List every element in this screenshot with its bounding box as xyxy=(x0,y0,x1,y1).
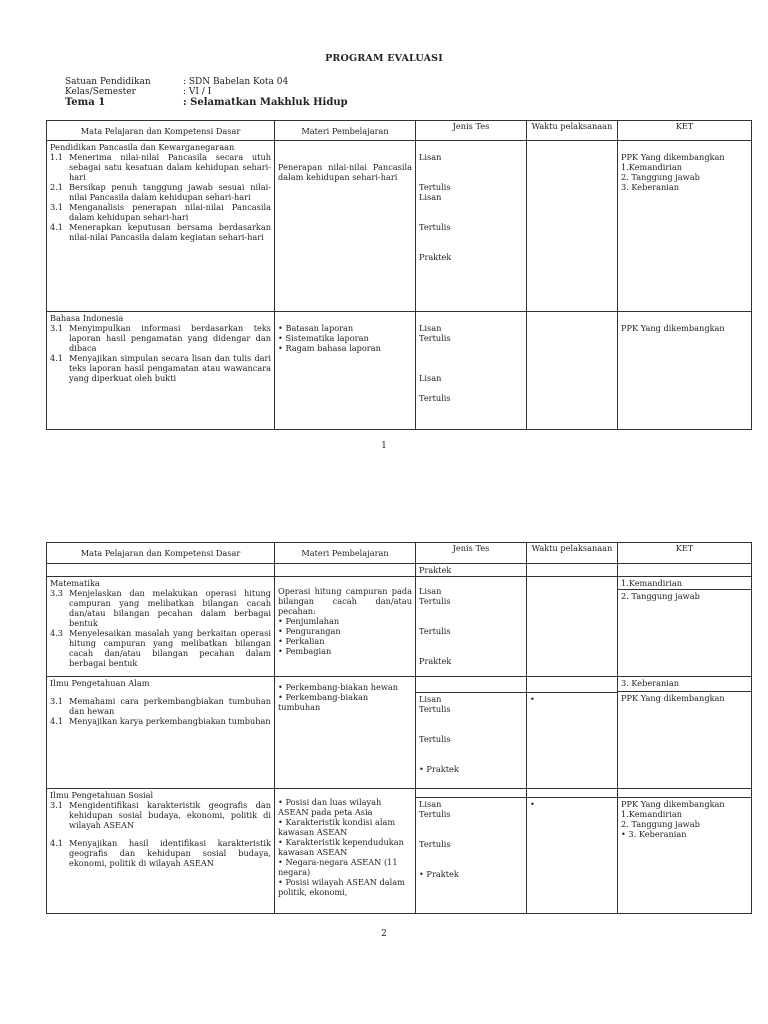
meta-value: : SDN Babelan Kota 04 xyxy=(183,77,289,87)
kd-item xyxy=(50,696,271,716)
kd-item xyxy=(50,152,271,182)
kd-number: 4.3 xyxy=(50,628,64,638)
cell-jenis-tes xyxy=(416,789,527,914)
kd-number: 3.3 xyxy=(50,588,64,598)
header-ket: KET xyxy=(618,121,752,141)
kd-number: 1.1 xyxy=(50,152,64,162)
kd-number: 3.1 xyxy=(50,800,64,810)
kd-text: Menerima nilai-nilai Pancasila secara utuh sebagai satu kesatuan dalam kehidupan sehari-hari xyxy=(69,152,271,182)
kd-number: 3.1 xyxy=(50,202,64,212)
cell-empty xyxy=(527,564,618,577)
ket-line: PPK Yang dikembangkan xyxy=(621,693,725,703)
kd-number: 4.1 xyxy=(50,353,64,363)
kd-item xyxy=(50,800,271,830)
kd-text: Menyajikan karya perkembangbiakan tumbuhan xyxy=(69,716,271,726)
test-type: Lisan xyxy=(419,152,442,162)
test-type: Tertulis xyxy=(419,596,451,606)
kd-text: Menjelaskan dan melakukan operasi hitung campuran yang melibatkan bilangan cacah dan/atau bilangan pecahan dalam berbagai bentuk xyxy=(69,588,271,628)
ket-line: 3. Keberanian xyxy=(621,182,680,192)
kd-item xyxy=(50,353,271,383)
materi-intro: Operasi hitung campuran pada bilangan cacah dan/atau pecahan: xyxy=(278,586,412,616)
table-row-spacer xyxy=(47,564,752,577)
meta-key: Tema 1 xyxy=(65,97,106,108)
cell-jenis-tes xyxy=(416,577,527,677)
cell-mapel xyxy=(47,141,275,312)
materi-item: • Pengurangan xyxy=(278,626,412,636)
cell-mapel xyxy=(47,677,275,789)
cell-materi xyxy=(275,141,416,312)
kd-text: Bersikap penuh tanggung jawab sesuai nilai-nilai Pancasila dalam kehidupan sehari-hari xyxy=(69,182,271,202)
kd-item xyxy=(50,628,271,668)
header-materi: Materi Pembelajaran xyxy=(275,121,416,141)
cell-jenis-tes xyxy=(416,312,527,430)
cell-waktu xyxy=(527,312,618,430)
table-row-matematika xyxy=(47,577,752,677)
meta-key: Satuan Pendidikan xyxy=(65,77,151,87)
cell-waktu xyxy=(527,677,618,789)
cell-ket xyxy=(618,141,752,312)
page-number: 1 xyxy=(381,441,387,451)
materi-item: • Perkembang-biakan tumbuhan xyxy=(278,692,412,712)
table-header-row xyxy=(47,543,752,564)
cell-mapel xyxy=(47,577,275,677)
materi-item: • Batasan laporan xyxy=(278,323,412,333)
ket-line: 2. Tanggung jawab xyxy=(621,172,700,182)
evaluation-table-1 xyxy=(46,120,752,430)
kd-item xyxy=(50,323,271,353)
test-type: Tertulis xyxy=(419,704,451,714)
test-type: Tertulis xyxy=(419,809,451,819)
kd-number: 3.1 xyxy=(50,696,64,706)
ket-line: • 3. Keberanian xyxy=(621,829,687,839)
materi-item: • Perkembang-biakan hewan xyxy=(278,682,412,692)
materi-item: • Negara-negara ASEAN (11 negara) xyxy=(278,857,412,877)
header-jenis-tes: Jenis Tes xyxy=(416,121,527,141)
page-number: 2 xyxy=(381,929,387,939)
kd-item xyxy=(50,202,271,222)
cell-jenis-tes: Praktek xyxy=(416,564,527,577)
kd-number: 4.1 xyxy=(50,838,64,848)
header-mapel: Mata Pelajaran dan Kompetensi Dasar xyxy=(47,121,275,141)
cell-empty xyxy=(618,564,752,577)
kd-text: Menerapkan keputusan bersama berdasarkan nilai-nilai Pancasila dalam kegiatan sehari-hari xyxy=(69,222,271,242)
test-type: • Praktek xyxy=(419,764,459,774)
kd-number: 3.1 xyxy=(50,323,64,333)
test-type: • Praktek xyxy=(419,869,459,879)
table-row-ipa xyxy=(47,677,752,789)
kd-item xyxy=(50,588,271,628)
test-type: Praktek xyxy=(419,252,452,262)
meta-value: : Selamatkan Makhluk Hidup xyxy=(183,97,348,108)
document-title: PROGRAM EVALUASI xyxy=(325,53,443,64)
materi-item: • Sistematika laporan xyxy=(278,333,412,343)
subject-name: Ilmu Pengetahuan Sosial xyxy=(50,790,154,800)
cell-ket xyxy=(618,677,752,789)
kd-item xyxy=(50,838,271,868)
test-type: Praktek xyxy=(419,656,452,666)
kd-item xyxy=(50,222,271,242)
meta-row xyxy=(65,77,348,87)
meta-row-theme xyxy=(65,97,348,109)
page-1 xyxy=(0,0,768,470)
cell-waktu xyxy=(527,789,618,914)
cell-ket xyxy=(618,789,752,914)
kd-item xyxy=(50,716,271,726)
table-row-bindo xyxy=(47,312,752,430)
materi-item: • Karakteristik kependudukan kawasan ASEAN xyxy=(278,837,412,857)
header-jenis-tes: Jenis Tes xyxy=(416,543,527,564)
subject-name: Bahasa Indonesia xyxy=(50,313,124,323)
test-type: Tertulis xyxy=(419,182,451,192)
document-meta xyxy=(65,77,348,109)
test-type: Lisan xyxy=(419,799,442,809)
materi-item: • Pembagian xyxy=(278,646,412,656)
kd-text: Memahami cara perkembangbiakan tumbuhan dan hewan xyxy=(69,696,271,716)
test-type: Lisan xyxy=(419,323,442,333)
ket-top: 3. Keberanian xyxy=(618,677,751,692)
meta-row xyxy=(65,87,348,97)
ket-line: PPK Yang dikembangkan xyxy=(621,799,725,809)
ket-line: 1.Kemandirian xyxy=(621,809,683,819)
header-mapel: Mata Pelajaran dan Kompetensi Dasar xyxy=(47,543,275,564)
meta-value: : VI / I xyxy=(183,87,212,97)
kd-list xyxy=(50,152,271,242)
test-type: Lisan xyxy=(419,373,442,383)
cell-empty xyxy=(47,564,275,577)
kd-text: Menyajikan hasil identifikasi karakteristik geografis dan kehidupan sosial budaya, ekonomi, politik di wilayah ASEAN xyxy=(69,838,271,868)
evaluation-table-2 xyxy=(46,542,752,914)
cell-materi xyxy=(275,789,416,914)
materi-item: • Ragam bahasa laporan xyxy=(278,343,412,353)
cell-ket xyxy=(618,577,752,677)
cell-jenis-tes xyxy=(416,677,527,789)
header-ket: KET xyxy=(618,543,752,564)
cell-materi xyxy=(275,677,416,789)
kd-text: Menyelesaikan masalah yang berkaitan operasi hitung campuran yang melibatkan bilangan cacah dan/atau bilangan pecahan dalam berbagai bentuk xyxy=(69,628,271,668)
test-type: Tertulis xyxy=(419,393,451,403)
subject-name: Matematika xyxy=(50,578,100,588)
kd-list xyxy=(50,696,271,726)
ket-line: PPK Yang dikembangkan xyxy=(621,152,725,162)
cell-materi xyxy=(275,312,416,430)
page-2 xyxy=(0,470,768,1024)
materi-item: • Posisi wilayah ASEAN dalam politik, ekonomi, xyxy=(278,877,412,897)
cell-mapel xyxy=(47,789,275,914)
materi-list xyxy=(278,616,412,656)
table-row-ppkn xyxy=(47,141,752,312)
ket-line: 1.Kemandirian xyxy=(621,162,683,172)
header-waktu: Waktu pelaksanaan xyxy=(527,543,618,564)
materi-list xyxy=(278,682,412,712)
kd-text: Menganalisis penerapan nilai-nilai Pancasila dalam kehidupan sehari-hari xyxy=(69,202,271,222)
test-type: Tertulis xyxy=(419,333,451,343)
cell-materi xyxy=(275,577,416,677)
cell-waktu xyxy=(527,577,618,677)
subject-name: Pendidikan Pancasila dan Kewarganegaraan xyxy=(50,142,235,152)
kd-text: Menyajikan simpulan secara lisan dan tulis dari teks laporan hasil pengamatan atau wawancara yang diperkuat oleh bukti xyxy=(69,353,271,383)
materi-item: • Perkalian xyxy=(278,636,412,646)
cell-mapel xyxy=(47,312,275,430)
subject-name: Ilmu Pengetahuan Alam xyxy=(50,678,150,688)
ket-line: 2. Tanggung jawab xyxy=(621,591,700,601)
materi-item: • Karakteristik kondisi alam kawasan ASEAN xyxy=(278,817,412,837)
table-row-ips xyxy=(47,789,752,914)
ket-top: 1.Kemandirian xyxy=(618,577,751,590)
ket-line: 2. Tanggung jawab xyxy=(621,819,700,829)
cell-ket xyxy=(618,312,752,430)
ket-line: PPK Yang dikembangkan xyxy=(621,323,725,333)
waktu-bullet: • xyxy=(530,799,535,809)
kd-text: Mengidentifikasi karakteristik geografis dan kehidupan sosial budaya, ekonomi, politik di wilayah ASEAN xyxy=(69,800,271,830)
test-type: Tertulis xyxy=(419,222,451,232)
kd-number: 4.1 xyxy=(50,222,64,232)
waktu-bullet: • xyxy=(530,694,535,704)
test-type: Tertulis xyxy=(419,839,451,849)
materi-text: Penerapan nilai-nilai Pancasila dalam kehidupan sehari-hari xyxy=(278,162,412,182)
table-header-row xyxy=(47,121,752,141)
kd-text: Menyimpulkan informasi berdasarkan teks laporan hasil pengamatan yang didengar dan dibaca xyxy=(69,323,271,353)
kd-list xyxy=(50,323,271,383)
test-type: Lisan xyxy=(419,586,442,596)
kd-list xyxy=(50,588,271,668)
test-type: Tertulis xyxy=(419,626,451,636)
test-type: Lisan xyxy=(419,694,442,704)
cell-waktu xyxy=(527,141,618,312)
kd-number: 2.1 xyxy=(50,182,64,192)
test-type: Lisan xyxy=(419,192,442,202)
materi-item: • Penjumlahan xyxy=(278,616,412,626)
kd-number: 4.1 xyxy=(50,716,64,726)
materi-list xyxy=(278,323,412,353)
meta-key: Kelas/Semester xyxy=(65,87,136,97)
materi-list xyxy=(278,797,412,897)
cell-empty xyxy=(275,564,416,577)
test-type: Tertulis xyxy=(419,734,451,744)
kd-list xyxy=(50,800,271,868)
header-waktu: Waktu pelaksanaan xyxy=(527,121,618,141)
materi-item: • Posisi dan luas wilayah ASEAN pada peta Asia xyxy=(278,797,412,817)
header-materi: Materi Pembelajaran xyxy=(275,543,416,564)
cell-jenis-tes xyxy=(416,141,527,312)
kd-item xyxy=(50,182,271,202)
